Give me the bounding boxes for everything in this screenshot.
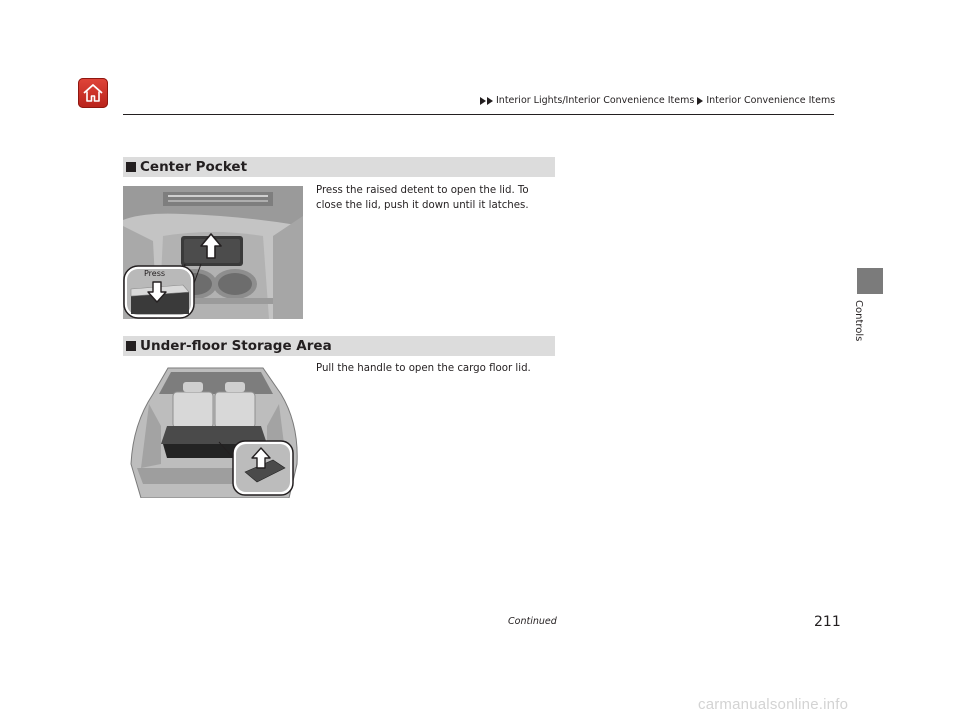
text-line: close the lid, push it down until it latches. — [316, 200, 529, 211]
home-button[interactable] — [78, 78, 108, 108]
section-bullet-icon — [126, 341, 136, 351]
breadcrumb-link-parent[interactable]: Interior Lights/Interior Convenience Items — [496, 95, 695, 106]
under-floor-storage-illustration — [123, 364, 303, 498]
chapter-tab-label: Controls — [853, 300, 864, 342]
home-icon — [78, 78, 108, 108]
breadcrumb-arrow-icon — [697, 97, 703, 105]
section-title: Under-floor Storage Area — [140, 338, 332, 354]
continued-label: Continued — [508, 616, 557, 627]
breadcrumb-arrow-icon — [480, 97, 486, 105]
text-line: Pull the handle to open the cargo floor lid. — [316, 363, 531, 374]
under-floor-storage-instructions — [316, 361, 556, 376]
section-bullet-icon — [126, 162, 136, 172]
breadcrumb-link-current[interactable]: Interior Convenience Items — [706, 95, 836, 106]
watermark: carmanualsonline.info — [698, 696, 849, 713]
header-divider — [123, 114, 834, 115]
center-pocket-illustration — [123, 186, 303, 319]
page-number: 211 — [814, 614, 841, 630]
breadcrumb-arrow-icon — [487, 97, 493, 105]
section-header-under-floor-storage — [123, 336, 555, 356]
text-line: Press the raised detent to open the lid. To — [316, 185, 529, 196]
breadcrumb — [480, 94, 835, 108]
chapter-tab[interactable] — [857, 268, 883, 294]
section-header-center-pocket — [123, 157, 555, 177]
center-pocket-instructions — [316, 183, 556, 213]
figure-callout-label: Press — [144, 269, 166, 278]
section-title: Center Pocket — [140, 159, 248, 175]
